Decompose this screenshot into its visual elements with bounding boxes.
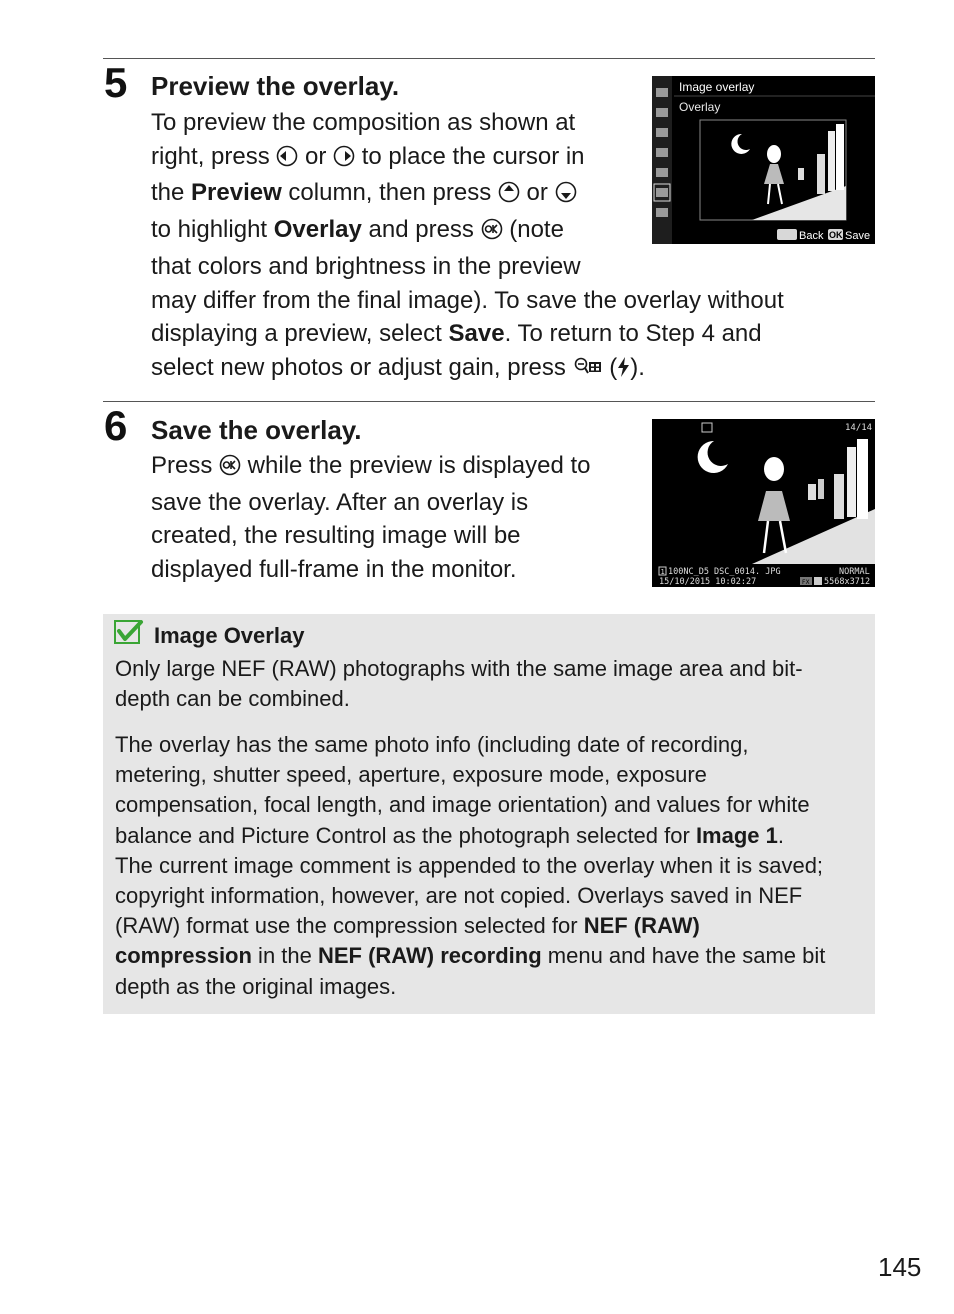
text-run: the — [151, 179, 192, 207]
text-run: may differ from the final image). To save the overlay without — [151, 286, 784, 314]
text-run: or — [519, 179, 555, 207]
section-divider — [103, 401, 875, 402]
folder-file: 100NC_D5 DSC_0014. JPG — [668, 567, 781, 577]
zoom-out-thumbnail-icon — [573, 354, 603, 388]
text-run: . To return to Step 4 and — [504, 320, 762, 348]
card-glyph: 1 — [660, 568, 665, 576]
text-run: that colors and brightness in the preview — [151, 252, 581, 280]
ok-button-icon — [481, 216, 503, 250]
text-run: copyright information, however, are not copied. Overlays saved in NEF — [115, 883, 803, 909]
note-paragraph — [115, 730, 825, 1002]
emphasis-text: compression — [115, 943, 252, 969]
step-instructions — [151, 449, 591, 587]
text-run: to highlight — [151, 216, 274, 244]
text-line — [151, 486, 591, 520]
text-line — [115, 972, 825, 1002]
emphasis-text: Save — [448, 320, 505, 348]
text-run: balance and Picture Control as the photograph selected for — [115, 822, 696, 848]
multi-selector-right-icon — [333, 143, 355, 177]
text-run: while the preview is displayed to — [241, 452, 591, 479]
text-run: in the — [251, 943, 318, 969]
text-run: The overlay has the same photo info (including date of recording, — [115, 732, 749, 757]
text-run: Only large NEF (RAW) photographs with the same image area and bit- — [115, 656, 803, 681]
emphasis-text: NEF (RAW) — [583, 913, 700, 939]
text-line — [151, 519, 591, 553]
step-title: Preview the overlay. — [151, 71, 400, 101]
camera-screen-preview — [652, 76, 875, 244]
text-line — [151, 250, 784, 284]
note-title: Image Overlay — [154, 623, 305, 648]
section-divider — [103, 58, 875, 59]
text-run: displayed full-frame in the monitor. — [151, 556, 517, 584]
camera-screen-fullframe — [652, 419, 875, 587]
step-title: Save the overlay. — [151, 415, 362, 445]
text-run: The current image comment is appended to the overlay when it is saved; — [115, 852, 824, 878]
text-line — [115, 730, 825, 760]
text-line — [115, 941, 825, 971]
text-line — [151, 284, 784, 318]
image-size: 5568x3712 — [824, 577, 871, 587]
save-label: Save — [845, 230, 871, 242]
overlay-column-label: Overlay — [679, 100, 721, 114]
text-run: or — [298, 142, 334, 170]
text-run: (RAW) format use the compression selected for — [115, 913, 584, 939]
step-number: 5 — [104, 59, 128, 106]
ok-button-icon — [219, 452, 241, 486]
area-badge: FX — [802, 579, 810, 586]
emphasis-text: Image 1 — [695, 822, 778, 848]
text-run: . — [777, 822, 784, 848]
text-run: column, then press — [281, 179, 498, 207]
text-run: save the overlay. After an overlay is — [151, 488, 529, 516]
text-line — [115, 790, 825, 820]
text-run: compensation, focal length, and image orientation) and values for white — [115, 792, 810, 818]
page-number: 145 — [878, 1252, 922, 1282]
ok-glyph: OK — [829, 230, 843, 240]
back-label: Back — [799, 230, 824, 242]
text-run: right, press — [151, 142, 277, 170]
text-line — [151, 351, 784, 388]
quality: NORMAL — [839, 567, 870, 577]
text-run: depth can be combined. — [115, 686, 350, 712]
text-line — [115, 760, 825, 790]
emphasis-text: NEF (RAW) recording — [317, 943, 542, 969]
flash-icon — [617, 354, 630, 388]
step-number: 6 — [104, 402, 128, 449]
text-line — [115, 881, 825, 911]
text-run: select new photos or adjust gain, press — [151, 353, 573, 381]
datetime: 15/10/2015 10:02:27 — [659, 577, 757, 587]
text-run: metering, shutter speed, aperture, exposure mode, exposure — [115, 762, 707, 788]
text-run: to place the cursor in — [355, 142, 585, 170]
check-icon — [114, 620, 144, 646]
multi-selector-down-icon — [555, 179, 577, 213]
emphasis-text: Overlay — [273, 216, 362, 244]
text-run: ). — [630, 353, 645, 381]
text-run: To preview the composition as shown at — [151, 109, 576, 136]
text-run: (note — [502, 216, 564, 244]
multi-selector-left-icon — [276, 143, 298, 177]
text-line — [151, 553, 591, 587]
emphasis-text: Preview — [191, 179, 282, 207]
multi-selector-up-icon — [498, 179, 520, 213]
text-run: and press — [361, 216, 481, 244]
text-run: displaying a preview, select — [151, 320, 449, 348]
text-line — [151, 317, 784, 351]
menu-title: Image overlay — [679, 80, 755, 94]
text-run: ( — [602, 353, 618, 381]
text-line — [115, 821, 825, 851]
text-line — [115, 851, 825, 881]
text-run: depth as the original images. — [115, 973, 397, 999]
text-run: menu and have the same bit — [541, 943, 826, 969]
text-line — [151, 449, 591, 486]
text-run: created, the resulting image will be — [151, 522, 521, 550]
text-run: Press — [151, 452, 220, 479]
text-line — [115, 684, 803, 714]
note-paragraph — [115, 654, 803, 714]
frame-counter: 14/14 — [845, 423, 873, 433]
text-line — [115, 911, 825, 941]
text-line — [115, 654, 803, 684]
